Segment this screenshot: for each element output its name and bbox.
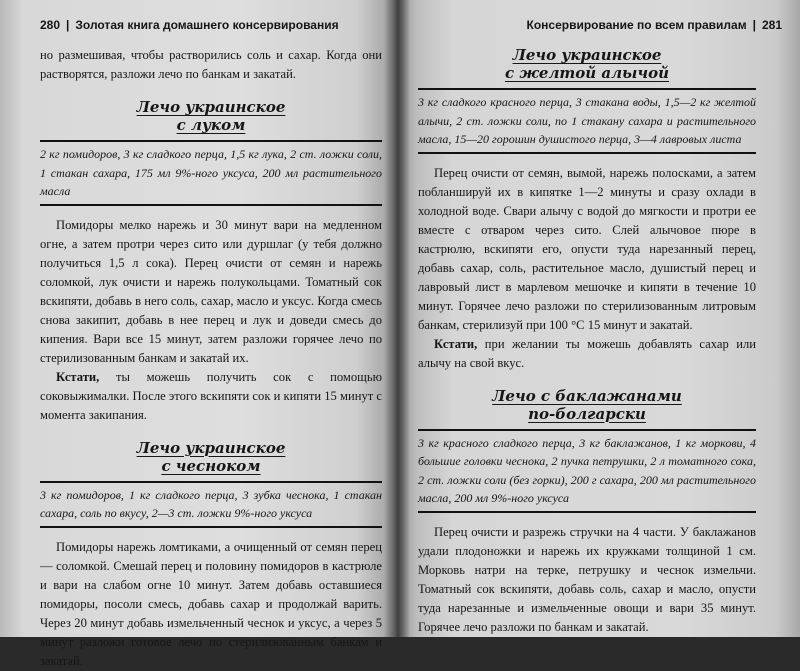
recipe-lecho-with-eggplant: [418, 387, 756, 637]
recipe-ingredients: 3 кг красного сладкого перца, 3 кг баклажанов, 1 кг моркови, 4 большие головки чеснока, 2 пучка петрушки, 2 л томатного сока, 2 ст. ложки соли (без горки), 200 г сахара, 200 мл растительного масла, 200 мл 9%-ного уксуса: [418, 429, 756, 513]
header-divider: |: [66, 18, 70, 32]
recipe-title-line1: Лечо украинское: [512, 46, 662, 64]
recipe-title-line1: Лечо украинское: [136, 98, 286, 116]
recipe-ingredients: 3 кг помидоров, 1 кг сладкого перца, 3 зубка чеснока, 1 стакан сахара, соль по вкусу, 2—3 ст. ложки 9%-ного уксуса: [40, 481, 382, 528]
recipe-title: [40, 439, 382, 475]
right-page: [396, 0, 800, 637]
recipe-instructions: Помидоры нарежь ломтиками, а очищенный от семян перец — соломкой. Смешай перец и половину помидоров в кастрюле и вари на слабом огне 10 минут. Затем добавь оставшиеся помидоры, посоли смесь, добавь сахар и продолжай варить. Через 20 минут добавь измельченный чеснок и уксус, а через 5 минут разложи готовое лечо по стерилизованным банкам и закатай.: [40, 539, 382, 668]
tip-label: Кстати,: [434, 336, 478, 351]
recipe-title-line2: с чесноком: [161, 456, 261, 475]
left-page-number: 280: [40, 18, 61, 32]
recipe-title: [418, 387, 756, 423]
tip-text: ты можешь получить сок с помощью соковыжималки. После этого вскипяти сок и кипяти 15 минут с момента закипания.: [40, 369, 382, 422]
right-page-number: 281: [761, 18, 782, 32]
recipe-lecho-with-yellow-plum: [418, 46, 756, 373]
left-running-head: [40, 18, 382, 32]
right-header-title: Консервирование по всем правилам: [526, 18, 747, 32]
recipe-title-line2: с луком: [176, 116, 246, 134]
recipe-title-line1: Лечо с баклажанами: [492, 386, 682, 405]
left-page: [0, 0, 396, 668]
recipe-title-line1: Лечо украинское: [136, 438, 286, 457]
recipe-lecho-with-garlic: [40, 439, 382, 671]
header-divider: |: [752, 18, 756, 32]
tip-text: при желании ты можешь добавлять сахар или алычу на свой вкус.: [418, 336, 756, 370]
left-header-title: Золотая книга домашнего консервирования: [75, 18, 339, 32]
recipe-tip: [418, 335, 756, 373]
left-intro-text: но размешивая, чтобы растворились соль и сахар. Когда они растворятся, разложи лечо по банкам и закатай.: [40, 48, 382, 81]
recipe-title: [418, 46, 756, 82]
recipe-ingredients: 3 кг сладкого красного перца, 3 стакана воды, 1,5—2 кг желтой алычи, 2 ст. ложки соли, по 1 стакану сахара и растительного масла, 15—20 горошин душистого перца, 3—4 лавровых листа: [418, 88, 756, 154]
recipe-instructions: Помидоры мелко нарежь и 30 минут вари на медленном огне, а затем протри через сито или дуршлаг (у тебя должно получиться 1,5 л сока). Перец очисти от семян и нарежь соломкой, лук очисти и нарежь полукольцами. Томатный сок вскипяти, добавь в него соль, сахар, масло и уксус. Когда смесь снова закипит, добавь в нее перец и лук и доведи смесь до кипения. Вари все 15 минут, затем разложи горячее лечо по стерилизованным банкам и закатай их.: [40, 217, 382, 365]
recipe-lecho-with-onion: [40, 98, 382, 425]
tip-label: Кстати,: [56, 369, 100, 384]
recipe-title-line2: с желтой алычой: [504, 64, 670, 82]
recipe-ingredients: 2 кг помидоров, 3 кг сладкого перца, 1,5 кг лука, 2 ст. ложки соли, 1 стакан сахара, 175 мл 9%-ного уксуса, 200 мл растительного масла: [40, 140, 382, 206]
right-running-head: [418, 18, 782, 32]
recipe-tip: [40, 368, 382, 425]
recipe-instructions: Перец очисти от семян, вымой, нарежь полосками, а затем побланшируй их в кипятке 1—2 минуты и сразу охлади в холодной воде. Свари алычу с водой до мягкости и протри ее вместе с отваром через сито. Слей алычовое пюре в кастрюлю, вскипяти его, опусти туда нарезанный перец, добавь сахар, соль, растительное масло, душистый перец и лавровый лист в марлевом мешочке и кипяти в течение 10 минут. Горячее лечо разложи по стерилизованным литровым банкам, стерилизуй при 100 °С 15 минут и закатай.: [418, 165, 756, 332]
recipe-instructions: Перец очисти и разрежь стручки на 4 части. У баклажанов удали плодоножки и нарежь их кружками толщиной 1 см. Морковь натри на терке, петрушку и чеснок измельчи. Томатный сок вскипяти, добавь соль, сахар и масло, опусти туда нарезанные и измельченные овощи и вари 35 минут. Горячее лечо разложи по банкам и закатай.: [418, 524, 756, 634]
recipe-title: [40, 98, 382, 134]
recipe-title-line2: по-болгарски: [528, 404, 646, 423]
